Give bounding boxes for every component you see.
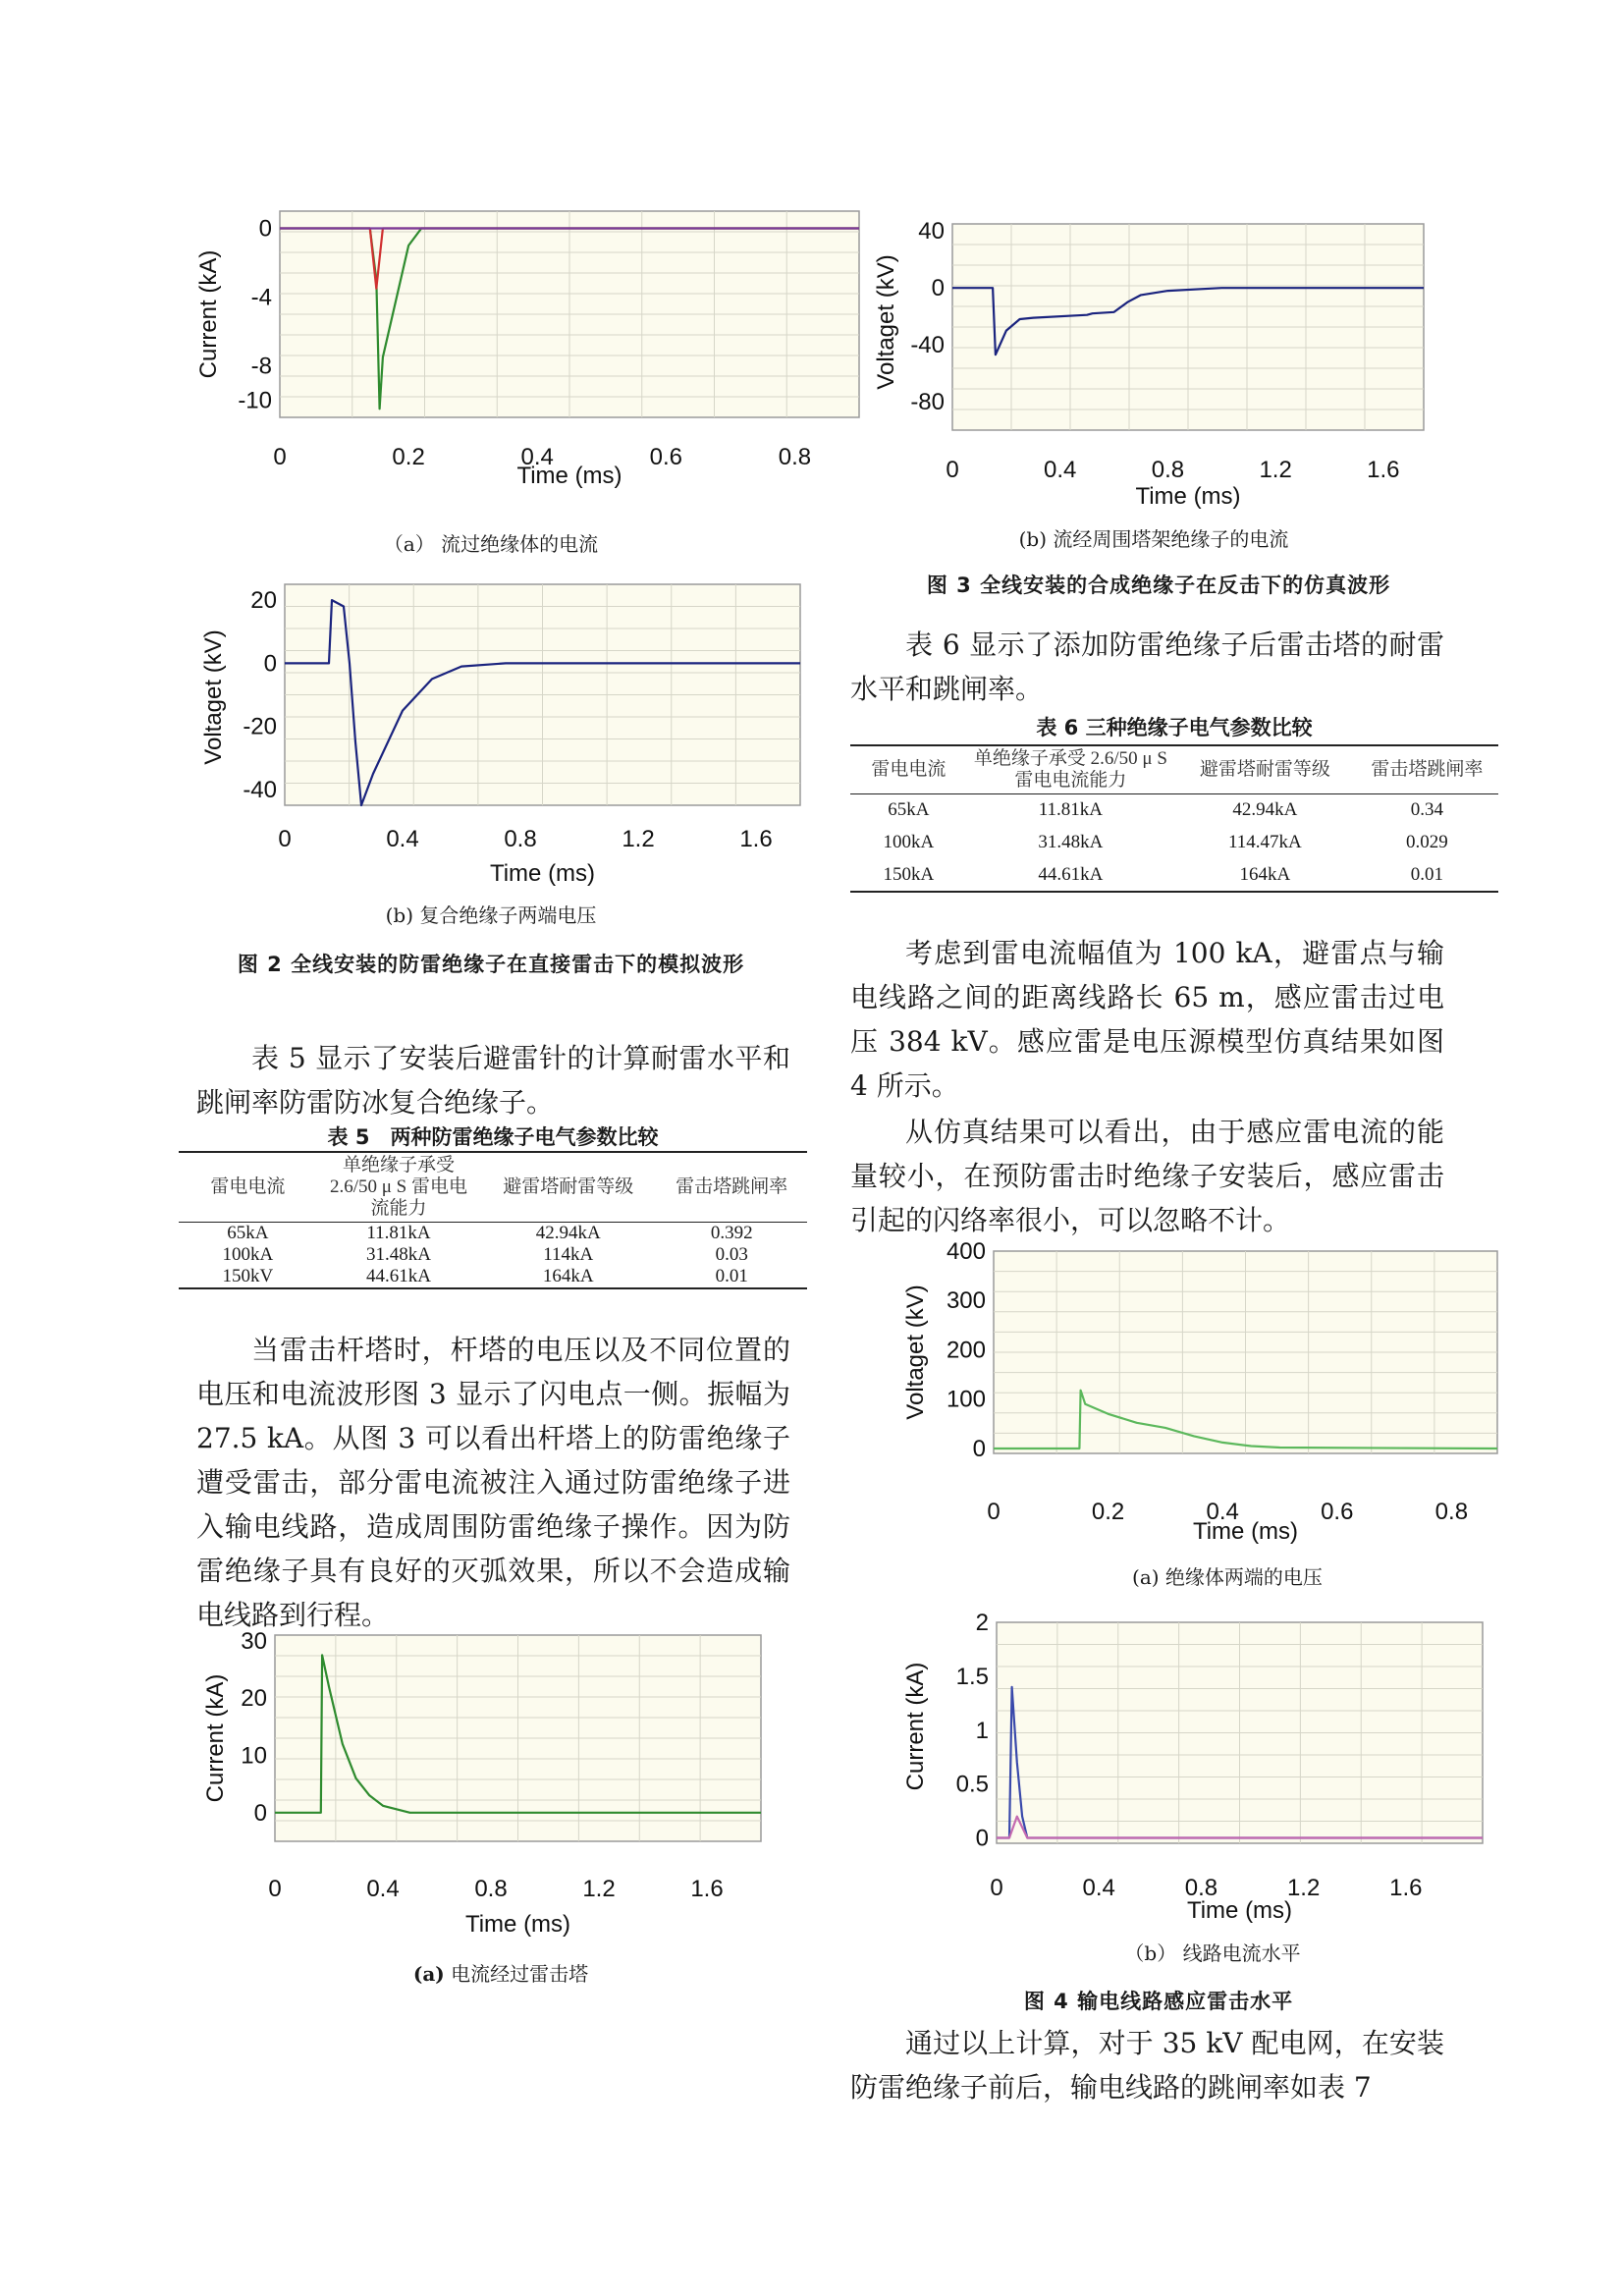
table-cell: 150kA <box>883 863 935 885</box>
table-cell: 0.01 <box>1410 863 1444 885</box>
table-cell: 65kA <box>227 1223 269 1243</box>
figure-2b-caption: (b) 复合绝缘子两端电压 <box>385 903 597 927</box>
y-tick-label: 100 <box>946 1386 986 1413</box>
x-tick-label: 0.4 <box>1082 1875 1115 1901</box>
x-axis-label: Time (ms) <box>516 463 622 489</box>
x-tick-label: 1.6 <box>739 826 773 852</box>
paragraph-conclusion: 通过以上计算，对于 35 kV 配电网，在安装防雷绝缘子前后，输电线路的跳闸率如表 7 <box>850 2027 1444 2104</box>
figure-4a-caption: (a) 绝缘体两端的电压 <box>1132 1565 1323 1589</box>
table-cell: 44.61kA <box>366 1266 431 1286</box>
y-tick-label: -80 <box>910 389 945 416</box>
table-cell: 100kA <box>883 832 935 852</box>
y-tick-label: 1.5 <box>955 1663 989 1690</box>
paragraph-simulation-result: 从仿真结果可以看出，由于感应雷电流的能量较小，在预防雷击时绝缘子安装后，感应雷击引起的闪络率很小，可以忽略不计。 <box>850 1116 1444 1236</box>
table6-header: 雷击塔跳闸率 <box>1371 759 1484 780</box>
y-tick-label: -4 <box>250 284 272 311</box>
table6-header: 单绝缘子承受 2.6/50 μ S 雷电电流能力 <box>973 748 1167 791</box>
y-tick-label: 0 <box>972 1435 986 1462</box>
x-tick-label: 1.6 <box>1367 457 1400 483</box>
y-tick-label: -20 <box>243 713 277 740</box>
table-cell: 65kA <box>888 799 930 821</box>
x-tick-label: 0.8 <box>504 826 537 852</box>
table-cell: 31.48kA <box>366 1244 431 1265</box>
y-tick-label: -10 <box>238 387 272 414</box>
y-tick-label: -40 <box>243 776 277 803</box>
y-tick-label: 0 <box>258 215 272 243</box>
x-tick-label: 0.2 <box>1091 1499 1125 1525</box>
x-tick-label: 0 <box>987 1499 1001 1525</box>
x-axis-label: Time (ms) <box>1135 483 1241 510</box>
y-tick-label: 20 <box>250 587 277 615</box>
figure-3a-caption-text: 电流经过雷击塔 <box>451 1962 589 1986</box>
chart-fig3b <box>864 214 1434 509</box>
y-tick-label: 30 <box>241 1627 267 1655</box>
y-tick-label: 2 <box>975 1610 989 1636</box>
table-cell: 114kA <box>543 1244 594 1265</box>
figure-3-title: 图 3 全线安装的合成绝缘子在反击下的仿真波形 <box>926 574 1391 597</box>
x-tick-label: 0.4 <box>1206 1499 1239 1525</box>
x-axis-label: Time (ms) <box>1186 1897 1293 1924</box>
x-tick-label: 0.8 <box>778 444 812 470</box>
y-tick-label: 1 <box>975 1717 989 1744</box>
table-cell: 164kA <box>542 1266 594 1286</box>
x-tick-label: 0 <box>278 826 292 852</box>
table-cell: 31.48kA <box>1038 832 1104 852</box>
figure-2b <box>191 574 820 899</box>
x-tick-label: 0.8 <box>474 1876 508 1902</box>
figure-2-title: 图 2 全线安装的防雷绝缘子在直接雷击下的模拟波形 <box>237 953 745 976</box>
x-tick-label: 0.6 <box>1321 1499 1354 1525</box>
y-tick-label: 0 <box>263 650 277 678</box>
y-tick-label: 300 <box>946 1287 986 1315</box>
y-tick-label: 0 <box>931 275 945 302</box>
x-axis-label: Time (ms) <box>464 1911 571 1938</box>
table-cell: 0.392 <box>710 1223 753 1243</box>
y-tick-label: 200 <box>946 1337 986 1364</box>
table5-header: 雷击塔跳闸率 <box>676 1176 788 1197</box>
table6-header: 避雷塔耐雷等级 <box>1199 759 1330 780</box>
table6-title: 表 6 三种绝缘子电气参数比较 <box>1036 716 1313 739</box>
figure-3a-caption-prefix: (a) <box>412 1962 445 1986</box>
paragraph-induced-lightning: 考虑到雷电流幅值为 100 kA，避雷点与输电线路之间的距离线路长 65 m，感应雷击过电压 384 kV。感应雷是电压源模型仿真结果如图 4 所示。 <box>850 937 1444 1102</box>
x-tick-label: 0 <box>268 1876 282 1902</box>
y-axis-label: Voltaget (kV) <box>902 1285 929 1420</box>
y-tick-label: -8 <box>250 353 272 380</box>
y-axis-label: Current (kA) <box>902 1662 929 1791</box>
paragraph-fig3-description: 当雷击杆塔时，杆塔的电压以及不同位置的电压和电流波形图 3 显示了闪电点一侧。振幅为 27.5 kA。从图 3 可以看出杆塔上的防雷绝缘子遭受雷击，部分雷电流被注入通过防雷绝缘子进入输电线路，造成周围防雷绝缘子操作。因为防雷绝缘子具有良好的灭弧效果，所以不会造成输电线路到行程。 <box>196 1334 790 1631</box>
chart-fig4a <box>903 1239 1512 1554</box>
figure-4b-caption: （b） 线路电流水平 <box>1124 1941 1301 1965</box>
table-row <box>179 1244 807 1266</box>
table-cell: 11.81kA <box>1038 799 1104 821</box>
figure-4a <box>903 1239 1512 1554</box>
x-tick-label: 0 <box>273 444 287 470</box>
x-tick-label: 0.4 <box>1044 457 1077 483</box>
y-tick-label: 0 <box>253 1799 267 1827</box>
figure-3b-caption: (b) 流经周围塔架绝缘子的电流 <box>1018 527 1289 551</box>
x-tick-label: 0.2 <box>392 444 425 470</box>
x-tick-label: 0.4 <box>366 1876 400 1902</box>
x-axis-label: Time (ms) <box>1192 1518 1299 1545</box>
y-axis-label: Voltaget (kV) <box>873 254 899 390</box>
table-row <box>850 827 1498 859</box>
table-row <box>850 794 1498 827</box>
y-tick-label: 0 <box>975 1825 989 1852</box>
figure-4-title: 图 4 输电线路感应雷击水平 <box>1023 1990 1294 2013</box>
figure-4b <box>903 1611 1512 1935</box>
y-axis-label: Voltaget (kV) <box>200 629 227 765</box>
table-cell: 164kA <box>1239 863 1291 885</box>
table-cell: 114.47kA <box>1227 832 1302 852</box>
table-cell: 0.01 <box>715 1266 748 1286</box>
x-tick-label: 0 <box>990 1875 1003 1901</box>
x-tick-label: 0.8 <box>1151 457 1185 483</box>
x-axis-label: Time (ms) <box>489 860 596 887</box>
y-tick-label: 10 <box>241 1742 267 1770</box>
table-row <box>850 859 1498 892</box>
x-tick-label: 1.2 <box>1286 1875 1321 1901</box>
x-tick-label: 1.6 <box>690 1876 724 1902</box>
figure-3b <box>864 214 1434 509</box>
y-axis-label: Current (kA) <box>195 249 222 379</box>
x-tick-label: 0.8 <box>1434 1499 1469 1525</box>
table6-header: 雷电电流 <box>871 759 947 780</box>
paragraph-table5-intro: 表 5 显示了安装后避雷针的计算耐雷水平和跳闸率防雷防冰复合绝缘子。 <box>196 1042 790 1119</box>
table-cell: 44.61kA <box>1038 863 1104 885</box>
figure-2a <box>191 211 812 506</box>
table-cell: 0.03 <box>715 1244 748 1265</box>
figure-2a-caption: （a） 流过绝缘体的电流 <box>383 532 599 556</box>
table-cell: 150kV <box>222 1266 274 1286</box>
x-tick-label: 1.2 <box>582 1876 616 1902</box>
x-tick-label: 0.4 <box>386 826 419 852</box>
table-cell: 100kA <box>222 1244 274 1265</box>
table-cell: 42.94kA <box>1232 799 1298 821</box>
table-cell: 42.94kA <box>535 1223 601 1243</box>
table5-title: 表 5 两种防雷绝缘子电气参数比较 <box>327 1125 659 1149</box>
table-cell: 0.34 <box>1410 799 1444 821</box>
paragraph-table6-intro: 表 6 显示了添加防雷绝缘子后雷击塔的耐雷水平和跳闸率。 <box>850 629 1444 705</box>
x-tick-label: 0.6 <box>649 444 683 470</box>
chart-fig2a <box>191 211 812 506</box>
y-tick-label: 40 <box>918 218 945 246</box>
chart-fig4b <box>903 1611 1512 1935</box>
chart-fig2b <box>191 574 820 899</box>
x-tick-label: 1.6 <box>1389 1875 1423 1901</box>
x-tick-label: 0 <box>946 457 959 483</box>
y-tick-label: 20 <box>241 1685 267 1713</box>
table5-header: 避雷塔耐雷等级 <box>503 1176 634 1197</box>
table-row <box>179 1266 807 1288</box>
x-tick-label: 0.8 <box>1184 1875 1218 1901</box>
table-cell: 11.81kA <box>366 1223 431 1243</box>
x-tick-label: 0.4 <box>520 444 554 470</box>
y-tick-label: 400 <box>946 1238 986 1265</box>
table-row <box>179 1223 807 1245</box>
y-axis-label: Current (kA) <box>202 1673 229 1803</box>
x-tick-label: 1.2 <box>1259 457 1292 483</box>
figure-3a <box>191 1625 781 1938</box>
table5 <box>179 1151 807 1289</box>
table5-header: 雷电电流 <box>210 1176 286 1197</box>
y-tick-label: 0.5 <box>955 1771 989 1798</box>
chart-fig3a <box>191 1625 781 1938</box>
y-tick-label: -40 <box>910 332 945 359</box>
table-cell: 0.029 <box>1406 832 1448 852</box>
x-tick-label: 1.2 <box>622 826 655 852</box>
figure-3a-caption <box>373 1958 628 1987</box>
table6 <box>850 744 1498 893</box>
table5-header: 单绝缘子承受 2.6/50 μ S 雷电电流能力 <box>329 1155 468 1219</box>
